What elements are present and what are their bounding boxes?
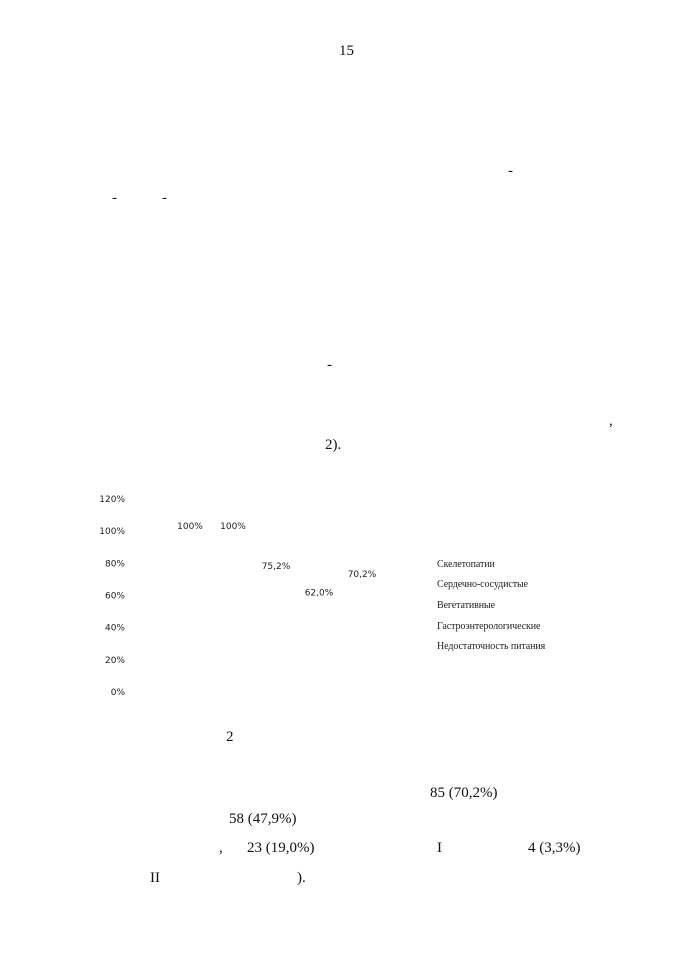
text-roman-numeral: I bbox=[437, 840, 442, 856]
data-label: 70,2% bbox=[347, 570, 377, 581]
text-comma: , bbox=[609, 413, 613, 429]
legend-item: Сердечно-сосудистые bbox=[437, 579, 528, 590]
y-tick-label: 100% bbox=[99, 527, 125, 538]
text-end: ). bbox=[297, 870, 306, 886]
text-dash: - bbox=[508, 163, 513, 179]
text-dash: - bbox=[112, 190, 117, 206]
figure-reference: 2). bbox=[325, 437, 342, 453]
y-tick-label: 20% bbox=[104, 655, 125, 666]
y-tick-label: 0% bbox=[110, 688, 125, 698]
text-value: 85 (70,2%) bbox=[430, 785, 498, 801]
text-dash: - bbox=[162, 190, 167, 206]
figure-number: 2 bbox=[226, 729, 234, 745]
text-value: 58 (47,9%) bbox=[229, 811, 297, 827]
y-tick-label: 120% bbox=[99, 495, 125, 505]
data-label: 100% bbox=[220, 522, 246, 533]
text-value: 4 (3,3%) bbox=[528, 840, 581, 856]
legend-item: Вегетативные bbox=[437, 600, 495, 611]
legend-item: Скелетопатии bbox=[437, 559, 495, 570]
text-value: 23 (19,0%) bbox=[247, 840, 315, 856]
data-label: 100% bbox=[177, 522, 203, 533]
y-tick-label: 80% bbox=[104, 559, 125, 570]
data-label: 75,2% bbox=[261, 562, 291, 573]
legend-item: Недостаточность питания bbox=[437, 641, 546, 652]
bar-chart bbox=[90, 485, 410, 705]
text-dash: - bbox=[327, 357, 332, 373]
data-label: 62,0% bbox=[304, 588, 334, 599]
text-comma: , bbox=[219, 840, 223, 856]
legend-item: Гастроэнтерологические bbox=[437, 621, 541, 632]
text-roman-numeral: II bbox=[150, 870, 160, 886]
y-tick-label: 60% bbox=[104, 591, 125, 602]
page-number: 15 bbox=[339, 43, 354, 59]
y-tick-label: 40% bbox=[104, 623, 125, 634]
